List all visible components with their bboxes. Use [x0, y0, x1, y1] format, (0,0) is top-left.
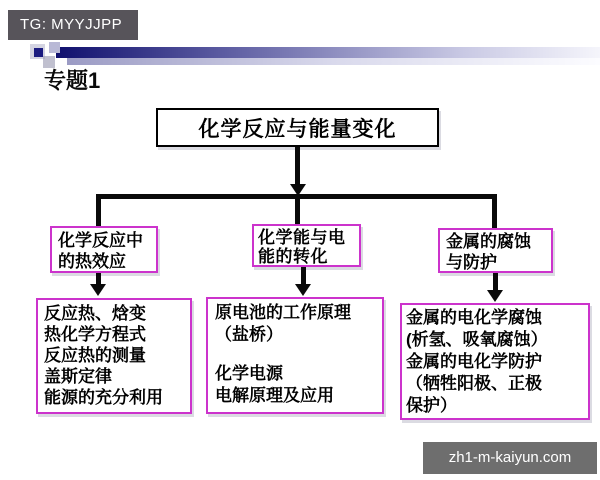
detail-line: 热化学方程式 — [44, 325, 146, 344]
deco-square-lavender — [49, 42, 60, 53]
detail-node-thermal — [36, 298, 192, 414]
detail-line: 反应热、焓变 — [44, 304, 146, 323]
connector-right-stem — [493, 273, 498, 290]
detail-line: 金属的电化学腐蚀 — [406, 308, 542, 327]
slide-title: 专题1 — [44, 68, 101, 93]
connector-middle-stem — [301, 267, 306, 284]
root-node — [156, 108, 439, 147]
deco-square-navy — [34, 48, 43, 57]
detail-line: 化学电源 — [215, 364, 283, 383]
detail-line: 原电池的工作原理 — [215, 303, 351, 322]
detail-line: 反应热的测量 — [44, 346, 146, 365]
detail-node-corrosion — [400, 303, 590, 420]
detail-node-electrochem — [206, 297, 384, 414]
header-gradient-bar-light — [67, 58, 600, 65]
arrowhead-middle — [295, 284, 311, 296]
detail-line: 保护） — [406, 396, 457, 415]
detail-line: 金属的电化学防护 — [406, 352, 542, 371]
header-gradient-bar — [56, 47, 600, 58]
root-node-label: 化学反应与能量变化 — [198, 117, 397, 141]
detail-line: (析氢、吸氧腐蚀） — [406, 330, 548, 349]
topic-node-energy-conversion — [252, 224, 361, 267]
topic-node-metal-corrosion — [438, 228, 553, 273]
topic-line: 能的转化 — [258, 247, 328, 266]
detail-line — [215, 346, 382, 363]
detail-line: 盖斯定律 — [44, 367, 112, 386]
topic-line: 的热效应 — [58, 252, 126, 271]
detail-line: （盐桥） — [215, 325, 283, 344]
detail-line: 电解原理及应用 — [215, 386, 334, 405]
watermark: zh1-m-kaiyun.com — [423, 442, 597, 474]
topic-line: 化学反应中 — [58, 231, 143, 250]
detail-line: 能源的充分利用 — [44, 388, 163, 407]
arrowhead-right — [487, 290, 503, 302]
topic-line: 化学能与电 — [258, 228, 346, 247]
connector-drop-right — [492, 194, 497, 228]
tg-banner: TG: MYYJJPP — [8, 10, 138, 40]
topic-line: 金属的腐蚀 — [446, 232, 531, 251]
connector-root-stem — [295, 147, 300, 184]
topic-line: 与防护 — [446, 253, 497, 272]
detail-line: （牺牲阳极、正极 — [406, 374, 542, 393]
connector-left-stem — [96, 273, 101, 284]
arrowhead-left — [90, 284, 106, 296]
topic-node-thermal-effect — [50, 226, 158, 273]
connector-drop-middle — [295, 194, 300, 224]
connector-drop-left — [96, 194, 101, 226]
